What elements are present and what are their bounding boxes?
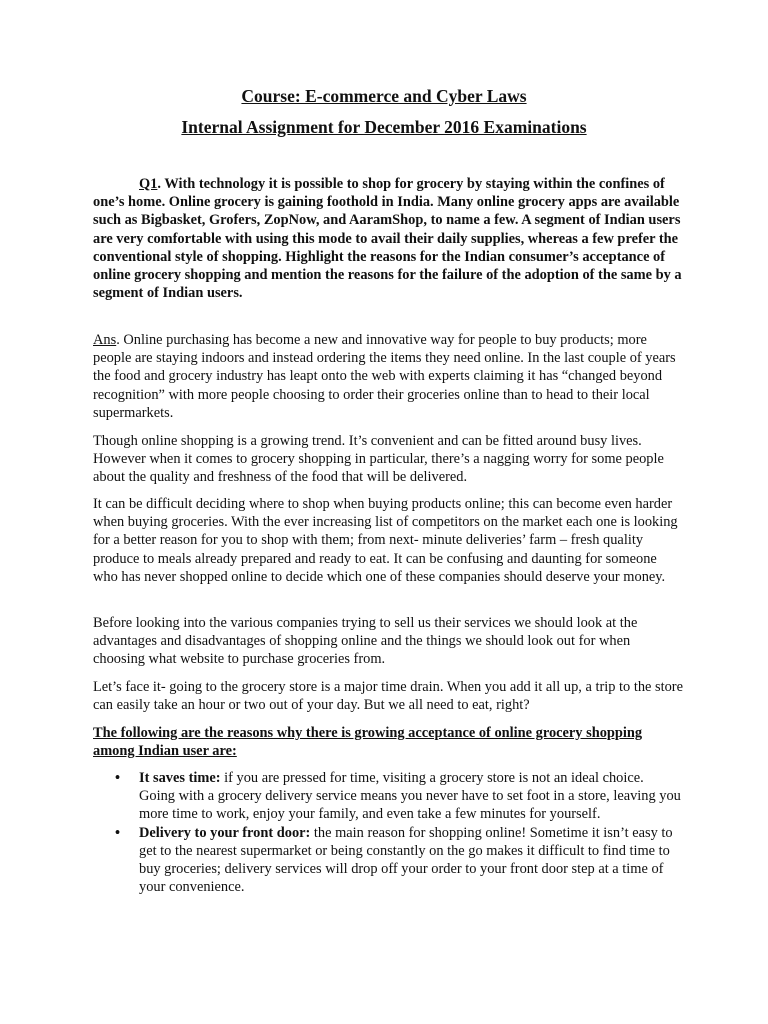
question-text: . With technology it is possible to shop for grocery by staying within the confines of one’s home. Online grocery is gaining foothold in India. Many online grocery apps are available such as Bigbasket, Grofers, ZopNow, and AaramShop, to name a few. A segment of Indian users are very comfortable with using this mode to avail their daily supplies, whereas a few prefer the conventional style of shopping. Highlight the reasons for the Indian consumer’s acceptance of online grocery shopping and mention the reasons for the failure of the adoption of the same by a segment of Indian users.	[93, 176, 682, 302]
list-item-title: It saves time:	[139, 770, 221, 786]
question-label: Q1	[139, 176, 158, 192]
assignment-title	[0, 117, 768, 138]
answer-label: Ans	[93, 332, 117, 348]
bullet-icon: •	[115, 770, 121, 786]
reasons-list	[93, 769, 683, 896]
bullet-icon: •	[115, 824, 121, 841]
answer-paragraph-4: Before looking into the various companies trying to sell us their services we should look at the advantages and disadvantages of shopping online and the things we should look out for when choosing what website to purchase groceries from.	[93, 615, 638, 668]
list-item-text: the main reason for shopping online! Sometime it isn’t easy to get to the nearest supermarket or being constantly on the go makes it difficult to find time to buy groceries; delivery services will drop off your order to your front door step at a time of your convenience.	[139, 824, 673, 896]
course-title-text: Course: E-commerce and Cyber Laws	[241, 86, 527, 106]
answer-paragraph-1-text: . Online purchasing has become a new and innovative way for people to buy products; more people are staying indoors and instead ordering the items they need online. In the last couple of years the food and grocery industry has leapt onto the web with experts claiming it has “changed beyond recognition” with more people choosing to order their groceries online than to head to their local supermarkets.	[93, 332, 676, 421]
answer-paragraph-5: Let’s face it- going to the grocery store is a major time drain. When you add it all up, a trip to the store can easily take an hour or two out of your day. But we all need to eat, right?	[93, 679, 683, 714]
reasons-subheading: The following are the reasons why there is growing acceptance of online grocery shopping among Indian user are:	[93, 725, 643, 760]
list-item-text: if you are pressed for time, visiting a grocery store is not an ideal choice. Going with a grocery delivery service means you never have to set foot in a store, leaving you more time to work, enjoy your family, and even take a few minutes for yourself.	[139, 770, 681, 823]
assignment-title-text: Internal Assignment for December 2016 Examinations	[181, 117, 587, 137]
list-item	[93, 769, 683, 824]
answer-paragraph-3: It can be difficult deciding where to shop when buying products online; this can become even harder when buying groceries. With the ever increasing list of competitors on the market each one is looking for a better reason for you to shop with them; from next- minute deliveries’ farm – fresh quality produce to meals already prepared and ready to eat. It can be confusing and daunting for someone who has never shopped online to decide which one of these companies should deserve your money.	[93, 496, 678, 585]
answer-paragraph-1	[93, 331, 683, 422]
list-item-title: Delivery to your front door:	[139, 824, 311, 841]
answer-paragraph-2: Though online shopping is a growing trend. It’s convenient and can be fitted around busy lives. However when it comes to grocery shopping in particular, there’s a nagging worry for some people about the quality and freshness of the food that will be delivered.	[93, 433, 664, 486]
course-title	[0, 86, 768, 107]
question-paragraph	[93, 175, 683, 302]
list-item	[93, 824, 683, 897]
